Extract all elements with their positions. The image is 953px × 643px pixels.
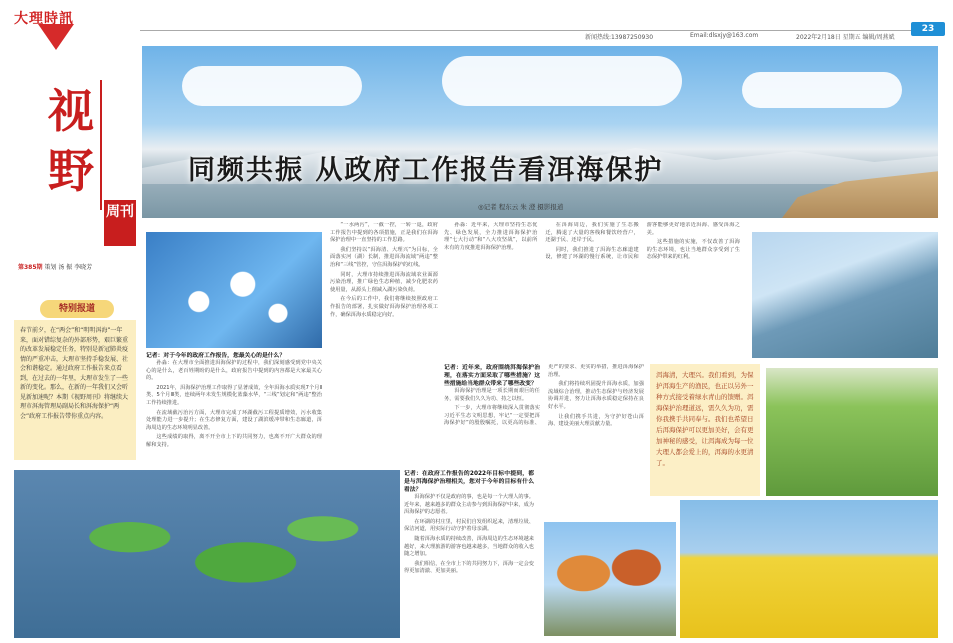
byline: ◎记者 程东云 朱 澄 摄影报道 bbox=[478, 203, 564, 211]
quote-box: 洱海清，大理兴。我们看到，为保护洱海生产的渔民，也正以另外一种方式接受着绿水青山的馈赠。洱海保护治理道远，需久久为功，需你我携手共同奉与。我们也希望日后洱海保护可以更加美好，会有更加神秘的感受，让洱海成为每一位大理人都会爱上的，洱海的水更清了。 bbox=[650, 364, 760, 496]
header-hotline: 新闻热线:13987250930 bbox=[585, 34, 654, 41]
issue-credits: 策划 汤 振 李晓芳 bbox=[44, 264, 93, 271]
article-column-4 bbox=[444, 222, 740, 360]
article-column-5 bbox=[444, 364, 644, 518]
paragraph: 在流域截污治污方面，大理市完成了环湖截污工程提质增效，污水收集处理能力进一步提升；在生态修复方面，建设了湖滨缓冲带和生态廊道，洱海周边的生态环境明显改善。 bbox=[146, 409, 322, 431]
photo-wetland-aerial bbox=[14, 470, 400, 638]
paragraph: “一水两污”，一截一控，一转一退，政府工作报告中提到的各项措施，正是我们在洱海保护治理中一直坚持的工作思路。 bbox=[330, 222, 438, 244]
question-caption: 记者：对于今年的政府工作报告，您最关心的是什么？ bbox=[146, 353, 286, 359]
photo-rapeseed-field bbox=[680, 500, 938, 638]
paragraph: 孙淼：近年来，大理市坚持生态优先、绿色发展，全力推进洱海保护治理“七大行动”和“八大攻坚战”，以前所未有的力度推进洱海保护治理。 bbox=[444, 222, 538, 251]
paragraph: 这些成绩的取得，离不开全市上下的共同努力，也离不开广大群众的理解和支持。 bbox=[146, 434, 322, 448]
intro-box: 春节前夕，在“两会”和“明明洱海”一年来，面对错综复杂的外部形势，艰巨繁重的改革发展稳定任务，特别是新冠肺炎疫情的严重冲击，大理市坚持手稳发展、社会和谐稳定。通过政府工作报告来点看到，在过去的一年里，大理市发生了一些新的变化。那么，在新的一年我们又会听见新加速呢？本期《视野周刊》将继续大理市洱海管理局副局长和洱海保护“两会”政府工作报告带你重点内容。 bbox=[14, 320, 136, 460]
paragraph: 这些措施的实施，不仅改善了洱海的生态环境，也让当地群众享受到了生态保护带来的红利。 bbox=[646, 239, 740, 261]
paragraph: 让我们携手共进，为守护好苍山洱海、建设美丽大理贡献力量。 bbox=[548, 413, 644, 428]
header-date: 2022年2月18日 星期五 编辑/周燕斌 bbox=[796, 34, 895, 41]
paragraph: 同时，大理市持续推进洱海流域农业面源污染治理，推广绿色生态种植，减少化肥农药使用量，从源头上削减入湖污染负荷。 bbox=[330, 271, 438, 293]
paragraph: 2021年，洱海保护治理工作取得了显著成效，全年洱海水质实现7个月Ⅱ类、5个月Ⅲ类，连续两年未发生规模化蓝藻水华，“三线”划定和“两违”整治工作持续推进。 bbox=[146, 384, 322, 406]
masthead-name: 大理時訊 bbox=[14, 11, 74, 27]
masthead-triangle-icon bbox=[38, 24, 74, 50]
paragraph: 在今后的工作中，我们将继续按照政府工作报告的部署，扎实做好洱海保护治理各项工作，确保洱海水质稳定向好。 bbox=[330, 296, 438, 318]
cloud-shape bbox=[182, 66, 362, 106]
paragraph: 我们坚持以“洱海清、大理兴”为目标，全面落实河（湖）长制，推进洱海流域“两违”整治和“三线”管控，守住洱海保护的红线。 bbox=[330, 246, 438, 268]
photo-lake-island bbox=[766, 368, 938, 496]
section-divider bbox=[100, 80, 102, 210]
paragraph: 在洱海周边，我们实施了生态搬迁，腾退了大量的客栈和餐饮经营户，还湖于民、还岸于民。 bbox=[545, 222, 639, 244]
paragraph: 下一步，大理市将继续深入贯彻落实习近平生态文明思想，牢记“一定要把洱海保护好”的殷殷嘱托，以更高的标准、更严的要求、更实的举措，推进洱海保护治理。 bbox=[444, 364, 644, 427]
section-title-bottom: 野 bbox=[48, 144, 94, 198]
cloud-shape bbox=[442, 56, 682, 106]
header-email: Email:dlsxjy@163.com bbox=[690, 32, 759, 39]
photo-autumn-trees bbox=[544, 522, 676, 636]
question-caption: 记者：近年来，政府围绕洱海保护治理，在落实方面采取了哪些措施？这些措施给当地群众带来了哪些改变？ bbox=[444, 365, 540, 387]
hero-photo-lake bbox=[142, 46, 938, 218]
section-title-top: 视 bbox=[48, 84, 94, 138]
page-number-badge: 23 bbox=[911, 22, 945, 36]
paragraph: 同时，我们推进了洱海生态廊道建设，修建了环湖的慢行系统，让市民和游客能够更好地亲近洱海、感受洱海之美。 bbox=[545, 222, 740, 261]
paragraph: 我们相信，在全市上下的共同努力下，洱海一定会变得更加清澈、更加美丽。 bbox=[404, 560, 534, 575]
cloud-shape bbox=[742, 72, 902, 108]
header-rule bbox=[140, 30, 945, 31]
issue-bar bbox=[18, 262, 136, 274]
paragraph: 孙淼：在大理市全面推进洱海保护的过程中，我们深刻感受到党中央关心的是什么，老百姓期盼的是什么，政府报告中提到的内容都是大家最关心的。 bbox=[146, 360, 322, 382]
paragraph: 随着洱海水质的持续改善，洱海周边的生态环境越来越好，来大理旅游的游客也越来越多，当地群众的收入也随之增加。 bbox=[404, 535, 534, 558]
photo-lakeside-boats bbox=[752, 232, 938, 358]
paragraph: 洱海保护治理是一项长期而艰巨的任务，需要我们久久为功、持之以恒。 bbox=[444, 388, 540, 402]
paragraph: 我们将持续巩固提升洱海水质，加强流域综合治理，推动生态保护与经济发展协调并进，努力让洱海水质稳定保持在良好水平。 bbox=[548, 381, 644, 410]
paragraph: 在环湖的村庄里，村民们自发组织起来，清理垃圾、保洁河道，用实际行动守护着母亲湖。 bbox=[404, 518, 534, 533]
issue-number: 第385期 bbox=[18, 264, 43, 271]
photo-cherry-blossoms bbox=[146, 232, 322, 348]
paragraph: 洱海保护不仅是政府的事，也是每一个大理人的事。近年来，越来越多的群众主动参与到洱海保护中来，成为洱海保护的志愿者。 bbox=[404, 494, 534, 516]
article-column-2 bbox=[330, 222, 438, 466]
weekly-badge: 周刊 bbox=[104, 200, 136, 246]
article-column-1 bbox=[146, 352, 322, 464]
special-report-tag: 特别报道 bbox=[40, 300, 114, 318]
masthead-logo bbox=[8, 6, 138, 46]
headline: 同频共振 从政府工作报告看洱海保护 bbox=[188, 155, 664, 186]
question-caption: 记者：在政府工作报告的2022年目标中提到，都是与洱海保护治理相关，您对于今年的目标有什么看法？ bbox=[404, 471, 534, 493]
